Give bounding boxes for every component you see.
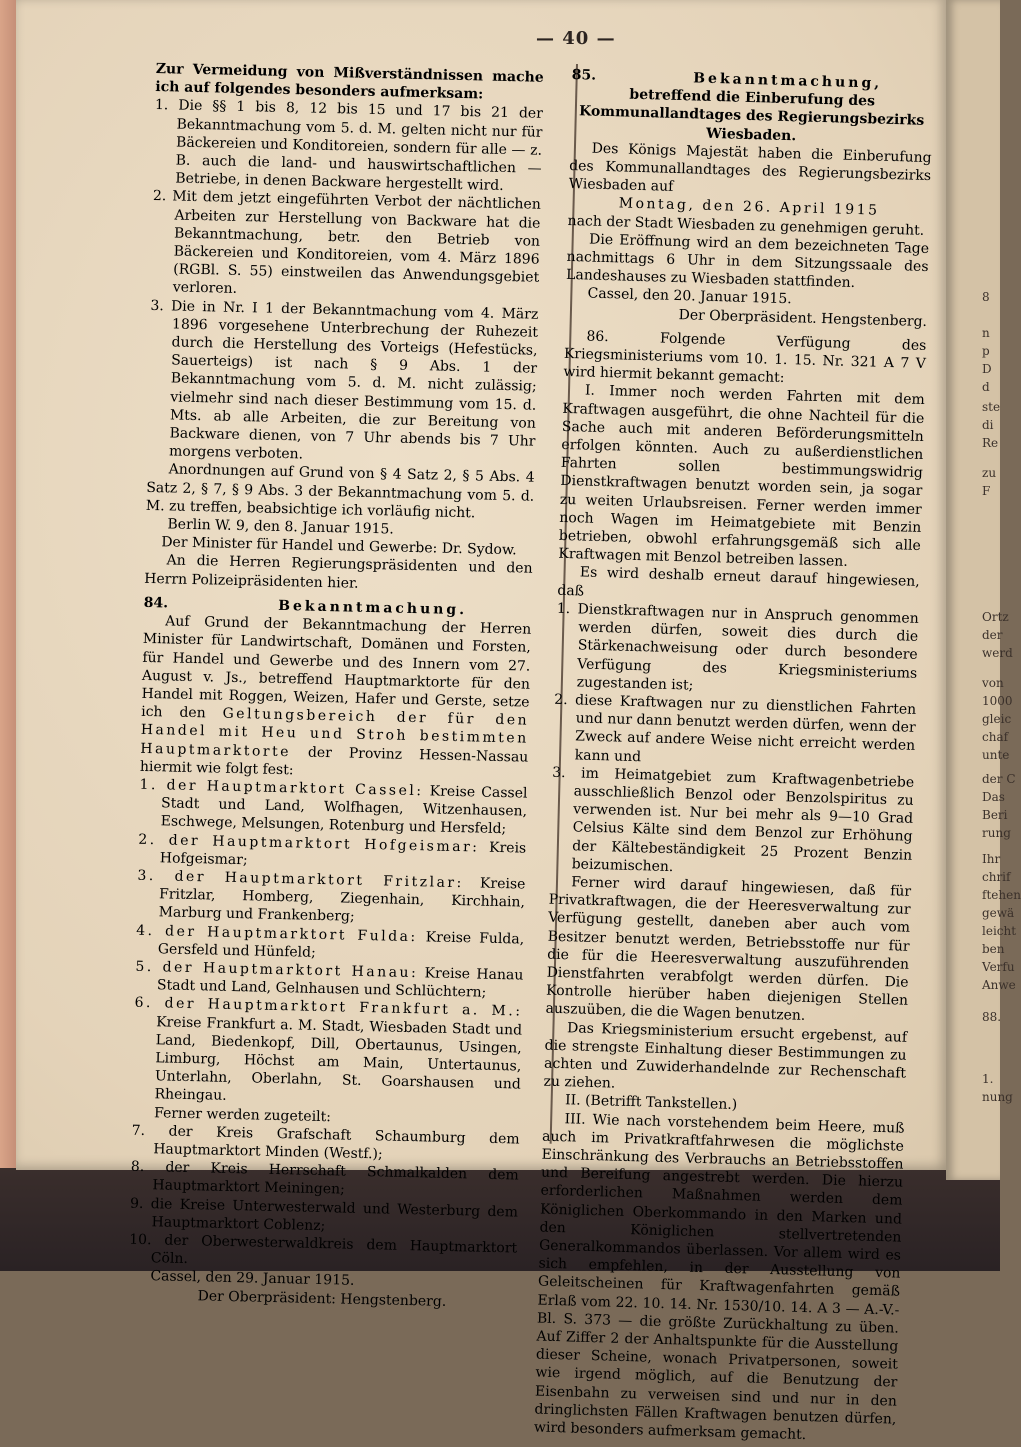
extra-item: 9. die Kreise Unterwesterwald und Westerburg dem Hauptmarktort Coblenz; bbox=[129, 1195, 519, 1234]
edge-text: ben bbox=[982, 942, 1005, 956]
edge-text: der bbox=[982, 628, 1003, 642]
extra-item: 10. der Oberwesterwaldkreis dem Hauptmarktort Cöln. bbox=[129, 1231, 518, 1268]
edge-text: p bbox=[982, 344, 990, 358]
point-1: 1. Die §§ 1 bis 8, 12 bis 15 und 17 bis 21 der Bekanntmachung vom 5. d. M. gelten nicht nur für Bäckereien und Konditoreien, sondern für alle — z. B. auch die land- und hauswirtschaftlichen — Betriebe, in denen Backware hergestellt wird. bbox=[154, 97, 544, 195]
section-86-paragraph: Ferner wird darauf hingewiesen, daß für Privatkraftwagen, die der Heeresverwaltung zur Verfügung gestellt, daneben aber auch vom Besitzer benutzt werden, Betriebsstoffe nur für die für die Heeresverwaltung auszuführenden Dienstfahrten verabfolgt werden dürfen. Die Kontrolle hierüber haben diejenigen Stellen auszuüben, die die Wagen benutzen. bbox=[545, 874, 912, 1025]
market-rest: Kreise Cassel Stadt und Land, Wolfhagen, Witzenhausen, Eschwege, Melsungen, Rotenburg und Hersfeld; bbox=[160, 783, 528, 838]
edge-text: zu bbox=[982, 466, 997, 480]
edge-text: 1000 bbox=[982, 694, 1013, 708]
edge-text: 88. bbox=[982, 1010, 1002, 1024]
body-text: der Provinz Hessen-Nassau hiermit wie folgt fest: bbox=[139, 744, 529, 779]
edge-text: unte bbox=[982, 748, 1010, 762]
edge-text: d bbox=[982, 380, 990, 394]
edge-text: F bbox=[982, 484, 991, 498]
section-86-paragraph: III. Wie nach vorstehendem beim Heere, muß auch im Privatkraftfahrwesen die möglichste Einschränkung des Verbrauchs an Betriebsstoffen und Bereifung angestrebt werden. Die hierzu erforderlichen Maßnahmen werden dem Königlichen Oberkommando in den Marken und den Königlichen stellvertretenden Generalkommandos überlassen. Vor allem wird es sich empfehlen, in der Ausstellung von Geleitscheinen für Kraftwagenfahrten gemäß Erlaß vom 22. 10. 14. Nr. 1530/10. 14. A 3 — A.-V.-Bl. S. 373 — die größte Zurückhaltung zu üben. Auf Ziffer 2 der Anhaltspunkte für die Ausstellung dieser Scheine, wonach Privatpersonen, soweit wie irgend möglich, auf die Benutzung der Eisenbahn zu verweisen sind und nur in den dringlichsten Fällen Kraftwagen benutzen dürfen, wird besonders aufmerksam gemacht. bbox=[533, 1110, 905, 1444]
right-column bbox=[534, 66, 934, 1447]
minister-signature: Der Minister für Handel und Gewerbe: Dr. Sydow. bbox=[161, 534, 517, 559]
book-binding bbox=[0, 0, 16, 1271]
addressee: An die Herren Regierungspräsidenten und den Herrn Polizeipräsidenten hier. bbox=[144, 552, 533, 592]
signature: Der Oberpräsident: Hengstenberg. bbox=[197, 1287, 447, 1310]
body-text: Des Königs Majestät haben die Einberufung des Kommunallandtages des Regierungsbezirks Wiesbaden auf bbox=[568, 140, 932, 196]
point-2: 2. Mit dem jetzt eingeführten Verbot der nächtlichen Arbeiten zur Herstellung von Backware hat die Bekanntmachung, betr. den Betrieb von Bäckereien und Konditoreien, vom 4. März 1896 (RGBl. S. 55) einstweilen das Anwendungsgebiet verloren. bbox=[152, 188, 541, 298]
body-text: nach der Stadt Wiesbaden zu genehmigen geruht. bbox=[567, 212, 925, 239]
spaced-text: Geltungsbereich der für den Handel mit Heu und Stroh bestimmten Hauptmarktorte bbox=[140, 705, 530, 760]
market-rest: Kreis Hofgeismar; bbox=[159, 839, 527, 869]
edge-text: ste bbox=[982, 400, 1001, 414]
section-86-paragraph: Es wird deshalb erneut darauf hingewiesen, daß bbox=[557, 564, 920, 600]
edge-text: der C bbox=[982, 772, 1016, 786]
edge-text: Beri bbox=[982, 808, 1008, 822]
next-page-edge bbox=[946, 0, 1021, 1180]
market-rest: Kreise Fritzlar, Homberg, Ziegenhain, Kirchhain, Marburg und Frankenberg; bbox=[158, 875, 526, 926]
edge-text: n bbox=[982, 326, 990, 340]
body-text: Auf Grund der Bekanntmachung der Herren Minister für Landwirtschaft, Domänen und Forsten, für Handel und Gewerbe und des Innern vom 27. August v. Js., betreffend Hauptmarktorte für den Handel mit Roggen, Weizen, Hafer und Gerste, setze ich den bbox=[141, 613, 532, 722]
edge-text: Re bbox=[982, 436, 999, 450]
section-86-paragraph: Das Kriegsministerium ersucht ergebenst, auf die strengste Einhaltung dieser Bestimmungen zu achten und Zuwiderhandelnde zur Rechenschaft zu ziehen. bbox=[543, 1019, 908, 1092]
date-line: Montag, den 26. April 1915 bbox=[618, 195, 880, 220]
section-86-paragraph: II. (Betrifft Tankstellen.) bbox=[564, 1092, 738, 1114]
market-lead: 2. der Hauptmarktort Hofgeismar: bbox=[138, 831, 480, 856]
anordnungen-paragraph: Anordnungen auf Grund von § 4 Satz 2, § 5 Abs. 4 Satz 2, § 7, § 9 Abs. 3 der Bekanntmachung vom 5. d. M. zu treffen, beabsichtige ich vorläufig nicht. bbox=[145, 461, 535, 522]
market-lead: 1. der Hauptmarktort Cassel: bbox=[139, 776, 424, 800]
edge-text: di bbox=[982, 418, 994, 432]
section-title: Bekanntmachung. bbox=[277, 597, 468, 619]
market-rest: Kreise Frankfurt a. M. Stadt, Wiesbaden Stadt und Land, Biedenkopf, Dill, Obertaunus, Usingen, Limburg, Höchst am Main, Untertaunus, Unterlahn, Oberlahn, St. Goarshausen und Rheingau. bbox=[154, 1013, 523, 1105]
edge-text: leicht bbox=[982, 924, 1017, 938]
place-date: Berlin W. 9, den 8. Januar 1915. bbox=[167, 516, 395, 538]
edge-text: Verfu bbox=[982, 960, 1015, 974]
body-text: Die Eröffnung wird an dem bezeichneten Tage nachmittags 6 Uhr in dem Sitzungssaale des Landeshauses zu Wiesbaden stattfinden. bbox=[565, 231, 930, 292]
regulation-item: 1. Dienstkraftwagen nur in Anspruch genommen werden dürfen, soweit dies durch die Stärkenachweisung oder durch besondere Verfügung des Kriegsministeriums zugestanden ist; bbox=[556, 600, 919, 694]
market-lead: 3. der Hauptmarktort Fritzlar: bbox=[137, 867, 464, 892]
market-item bbox=[136, 867, 525, 930]
edge-text: gleic bbox=[982, 712, 1012, 726]
edge-text: 1. bbox=[982, 1072, 994, 1086]
edge-text: Ortz bbox=[982, 610, 1009, 624]
regulation-item: 2. diese Kraftwagen nur zu dienstlichen Fahrten und nur dann benutzt werden dürfen, wenn der Zweck auf andere Weise nicht erreicht werden kann und bbox=[554, 691, 917, 765]
edge-text: chrif bbox=[982, 870, 1011, 884]
section-number: 85. bbox=[571, 66, 597, 84]
extra-item: 7. der Kreis Grafschaft Schaumburg dem Hauptmarktort Minden (Westf.); bbox=[131, 1122, 520, 1163]
market-lead: 5. der Hauptmarktort Hanau: bbox=[135, 958, 419, 982]
edge-text: rung bbox=[982, 826, 1011, 840]
edge-text: nung bbox=[982, 1090, 1013, 1104]
market-lead: 4. der Hauptmarktort Fulda: bbox=[136, 922, 418, 945]
extra-item: 8. der Kreis Herrschaft Schmalkalden dem Hauptmarktort Meiningen; bbox=[130, 1158, 519, 1198]
market-item bbox=[132, 994, 522, 1112]
section-number: 84. bbox=[143, 594, 169, 612]
edge-text: Anwe bbox=[982, 978, 1016, 992]
edge-text: 8 bbox=[982, 290, 990, 304]
edge-text: chaf bbox=[982, 730, 1009, 744]
section-title: Bekanntmachung, bbox=[692, 70, 883, 92]
edge-text: werd bbox=[982, 646, 1013, 660]
market-item bbox=[139, 776, 528, 839]
place-date: Cassel, den 20. Januar 1915. bbox=[587, 285, 792, 308]
place-date: Cassel, den 29. Januar 1915. bbox=[150, 1268, 355, 1290]
edge-text: gewä bbox=[982, 906, 1015, 920]
edge-text: Ihr bbox=[982, 852, 1001, 866]
market-rest: Kreise Fulda, Gersfeld und Hünfeld; bbox=[157, 928, 525, 961]
section-85-subtitle: betreffend die Einberufung des Kommunallandtages des Regierungsbezirks Wiesbaden. bbox=[578, 86, 925, 144]
ferner-line: Ferner werden zugeteilt: bbox=[153, 1104, 332, 1125]
regulation-item: 3. im Heimatgebiet zum Kraftwagenbetriebe ausschließlich Benzol oder Benzolspiritus zu verwenden ist. Nur bei mehr als 9—10 Grad Celsius Kälte sind dem Benzol zur Erhöhung der Kältebeständigkeit 25 Prozent Benzin beizumischen. bbox=[552, 764, 915, 875]
page-number: — 40 — bbox=[536, 28, 616, 49]
edge-text: Das bbox=[982, 790, 1005, 804]
edge-text: von bbox=[982, 676, 1004, 690]
intro-paragraph: Zur Vermeidung von Mißverständnissen mache ich auf folgendes besonders aufmerksam: bbox=[155, 60, 544, 103]
section-86-intro: 86. Folgende Verfügung des Kriegsministeriums vom 10. 1. 15. Nr. 321 A 7 V wird hiermit bekannt gemacht: bbox=[563, 328, 927, 387]
section-86-paragraph: I. Immer noch werden Fahrten mit dem Kraftwagen ausgeführt, die ohne Nachteil für die Sache auch mit anderen Beförderungsmitteln erfolgen könnten. Auch zu außerdienstlichen Fahrten sollen bestimmungswidrig Dienstkraftwagen benutzt worden sein, ja sogar zu weiten Urlaubsreisen. Ferner werden immer noch Wagen im Heimatgebiete mit Benzin betrieben, obwohl erfahrungsgemäß sich alle Kraftwagen mit Benzol betreiben lassen. bbox=[558, 382, 926, 571]
market-rest: Kreise Hanau Stadt und Land, Gelnhausen und Schlüchtern; bbox=[156, 965, 524, 1001]
signature: Der Oberpräsident. Hengstenberg. bbox=[678, 306, 928, 330]
left-column bbox=[128, 60, 544, 1312]
section-84-body bbox=[140, 612, 532, 785]
edge-text: D bbox=[982, 362, 992, 376]
market-lead: 6. der Hauptmarktort Frankfurt a. M.: bbox=[134, 995, 523, 1020]
point-3: 3. Die in Nr. I 1 der Bekanntmachung vom 4. März 1896 vorgesehene Unterbrechung der Ruhezeit durch die Herstellung des Vorteigs (Hefestücks, Sauerteigs) ist nach § 9 Abs. 1 der Bekanntmachung vom 5. d. M. nicht zulässig; vielmehr sind nach dieser Bestimmung vom 15. d. Mts. ab alle Arbeiten, die zur Bereitung von Backware dienen, von 7 Uhr abends bis 7 Uhr morgens verboten. bbox=[150, 297, 539, 463]
edge-text: ftehen bbox=[982, 888, 1021, 902]
